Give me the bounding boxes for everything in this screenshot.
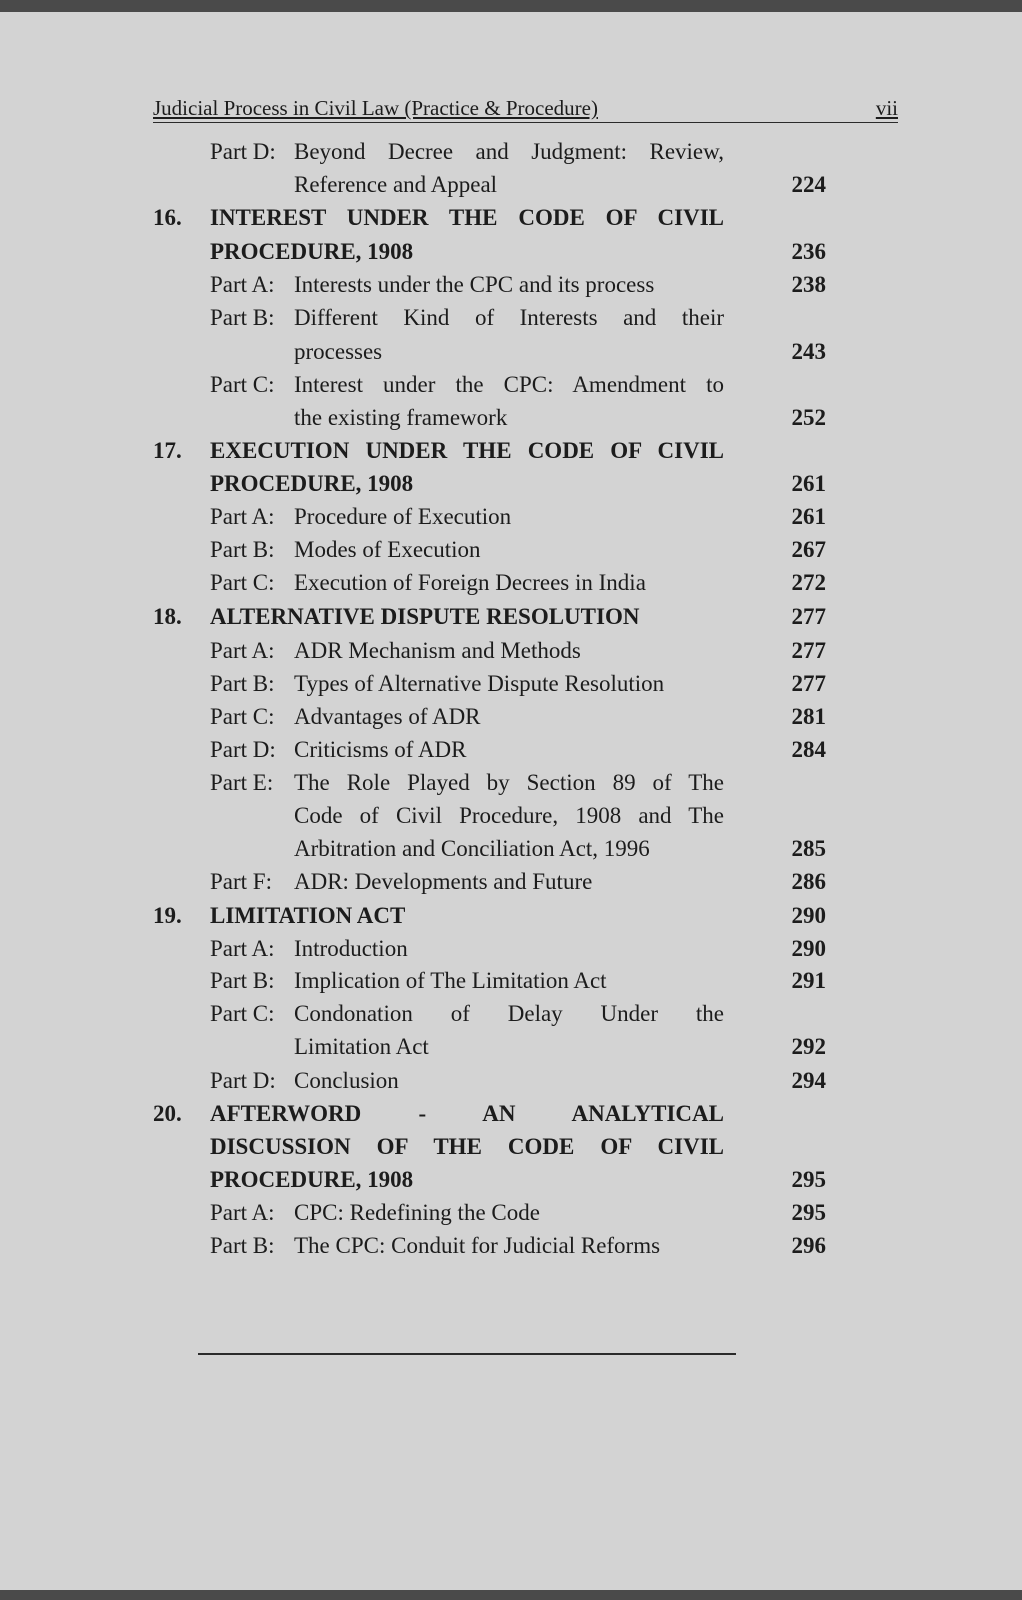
part-title: ADR: Developments and Future	[294, 869, 593, 894]
toc-part-line	[0, 936, 1022, 968]
bottom-border	[0, 1590, 1022, 1600]
toc-part-line	[0, 504, 1022, 536]
toc-page-number: 277	[791, 671, 826, 696]
toc-page-number: 290	[791, 903, 826, 928]
toc-part-line	[0, 405, 1022, 437]
toc-part-line	[0, 1068, 1022, 1100]
part-title: Limitation Act	[294, 1034, 429, 1059]
chapter-title: ALTERNATIVE DISPUTE RESOLUTION	[210, 604, 640, 629]
part-title: Different Kind of Interests and their	[294, 305, 724, 330]
part-title: Beyond Decree and Judgment: Review,	[294, 139, 724, 164]
book-title: Judicial Process in Civil Law (Practice & Procedure)	[153, 96, 598, 120]
part-label: Part B:	[210, 305, 275, 330]
part-label: Part C:	[210, 704, 275, 729]
toc-part-line	[0, 1034, 1022, 1066]
toc-page-number: 281	[791, 704, 826, 729]
part-title: Interests under the CPC and its process	[294, 272, 655, 297]
toc-page-number: 252	[791, 405, 826, 430]
part-title: the existing framework	[294, 405, 508, 430]
toc-part-line	[0, 339, 1022, 371]
part-label: Part B:	[210, 968, 275, 993]
part-label: Part D:	[210, 139, 276, 164]
toc-page-number: 236	[791, 239, 826, 264]
toc-page-number: 291	[791, 968, 826, 993]
part-label: Part B:	[210, 671, 275, 696]
toc-page-number: 224	[791, 172, 826, 197]
part-title: CPC: Redefining the Code	[294, 1200, 540, 1225]
part-label: Part A:	[210, 272, 275, 297]
page-number: vii	[875, 96, 898, 120]
part-label: Part A:	[210, 936, 275, 961]
part-title: Advantages of ADR	[294, 704, 481, 729]
toc-chapter-line	[0, 1167, 1022, 1199]
part-label: Part B:	[210, 537, 275, 562]
toc-chapter-line	[0, 1134, 1022, 1166]
part-title: The CPC: Conduit for Judicial Reforms	[294, 1233, 661, 1258]
part-title: Code of Civil Procedure, 1908 and The	[294, 803, 724, 828]
part-label: Part B:	[210, 1233, 275, 1258]
toc-part-line	[0, 968, 1022, 1000]
toc-part-line	[0, 537, 1022, 569]
part-label: Part A:	[210, 638, 275, 663]
part-label: Part A:	[210, 1200, 275, 1225]
toc-page-number: 294	[791, 1068, 826, 1093]
part-label: Part D:	[210, 1068, 276, 1093]
part-label: Part E:	[210, 770, 274, 795]
part-title: processes	[294, 339, 383, 364]
toc-part-line	[0, 869, 1022, 901]
footer-rule	[198, 1353, 736, 1355]
toc-part-line	[0, 372, 1022, 404]
part-label: Part F:	[210, 869, 272, 894]
part-title: Introduction	[294, 936, 408, 961]
toc-part-line	[0, 139, 1022, 171]
chapter-title: PROCEDURE, 1908	[210, 471, 414, 496]
toc-chapter-line	[0, 239, 1022, 271]
toc-part-line	[0, 1233, 1022, 1265]
toc-chapter-line	[0, 903, 1022, 935]
part-label: Part D:	[210, 737, 276, 762]
toc-part-line	[0, 1001, 1022, 1033]
toc-part-line	[0, 770, 1022, 802]
chapter-number: 20.	[153, 1101, 182, 1126]
part-label: Part A:	[210, 504, 275, 529]
toc-part-line	[0, 272, 1022, 304]
toc-page-number: 261	[791, 504, 826, 529]
toc-part-line	[0, 671, 1022, 703]
part-label: Part C:	[210, 1001, 275, 1026]
toc-part-line	[0, 1200, 1022, 1232]
toc-part-line	[0, 737, 1022, 769]
part-title: Procedure of Execution	[294, 504, 512, 529]
toc-part-line	[0, 570, 1022, 602]
toc-page-number: 272	[791, 570, 826, 595]
toc-page-number: 295	[791, 1200, 826, 1225]
chapter-title: LIMITATION ACT	[210, 903, 406, 928]
toc-chapter-line	[0, 1101, 1022, 1133]
toc-part-line	[0, 172, 1022, 204]
chapter-title: INTEREST UNDER THE CODE OF CIVIL	[210, 205, 724, 230]
part-title: Implication of The Limitation Act	[294, 968, 607, 993]
toc-page-number: 243	[791, 339, 826, 364]
toc-chapter-line	[0, 438, 1022, 470]
toc-page-number: 277	[791, 604, 826, 629]
part-title: The Role Played by Section 89 of The	[294, 770, 724, 795]
part-title: Modes of Execution	[294, 537, 481, 562]
toc-part-line	[0, 305, 1022, 337]
part-title: Execution of Foreign Decrees in India	[294, 570, 646, 595]
chapter-title: AFTERWORD - AN ANALYTICAL	[210, 1101, 724, 1126]
toc-part-line	[0, 803, 1022, 835]
toc-chapter-line	[0, 471, 1022, 503]
part-title: Condonation of Delay Under the	[294, 1001, 724, 1026]
toc-page-number: 292	[791, 1034, 826, 1059]
running-header	[153, 96, 898, 123]
toc-part-line	[0, 638, 1022, 670]
chapter-number: 16.	[153, 205, 182, 230]
toc-page-number: 290	[791, 936, 826, 961]
chapter-number: 18.	[153, 604, 182, 629]
toc-page-number: 285	[791, 836, 826, 861]
toc-part-line	[0, 836, 1022, 868]
toc-page-number: 267	[791, 537, 826, 562]
toc-page-number: 296	[791, 1233, 826, 1258]
toc-page-number: 238	[791, 272, 826, 297]
toc-chapter-line	[0, 604, 1022, 636]
part-title: ADR Mechanism and Methods	[294, 638, 581, 663]
part-title: Types of Alternative Dispute Resolution	[294, 671, 665, 696]
toc-page-number: 295	[791, 1167, 826, 1192]
chapter-title: EXECUTION UNDER THE CODE OF CIVIL	[210, 438, 724, 463]
toc-page-number: 284	[791, 737, 826, 762]
top-border	[0, 0, 1022, 12]
part-title: Conclusion	[294, 1068, 399, 1093]
chapter-title: PROCEDURE, 1908	[210, 239, 414, 264]
part-title: Reference and Appeal	[294, 172, 498, 197]
part-label: Part C:	[210, 570, 275, 595]
toc-chapter-line	[0, 205, 1022, 237]
part-title: Interest under the CPC: Amendment to	[294, 372, 724, 397]
chapter-title: DISCUSSION OF THE CODE OF CIVIL	[210, 1134, 724, 1159]
part-label: Part C:	[210, 372, 275, 397]
toc-part-line	[0, 704, 1022, 736]
part-title: Arbitration and Conciliation Act, 1996	[294, 836, 650, 861]
chapter-title: PROCEDURE, 1908	[210, 1167, 414, 1192]
toc-page-number: 261	[791, 471, 826, 496]
part-title: Criticisms of ADR	[294, 737, 467, 762]
chapter-number: 17.	[153, 438, 182, 463]
chapter-number: 19.	[153, 903, 182, 928]
toc-page-number: 286	[791, 869, 826, 894]
toc-page-number: 277	[791, 638, 826, 663]
